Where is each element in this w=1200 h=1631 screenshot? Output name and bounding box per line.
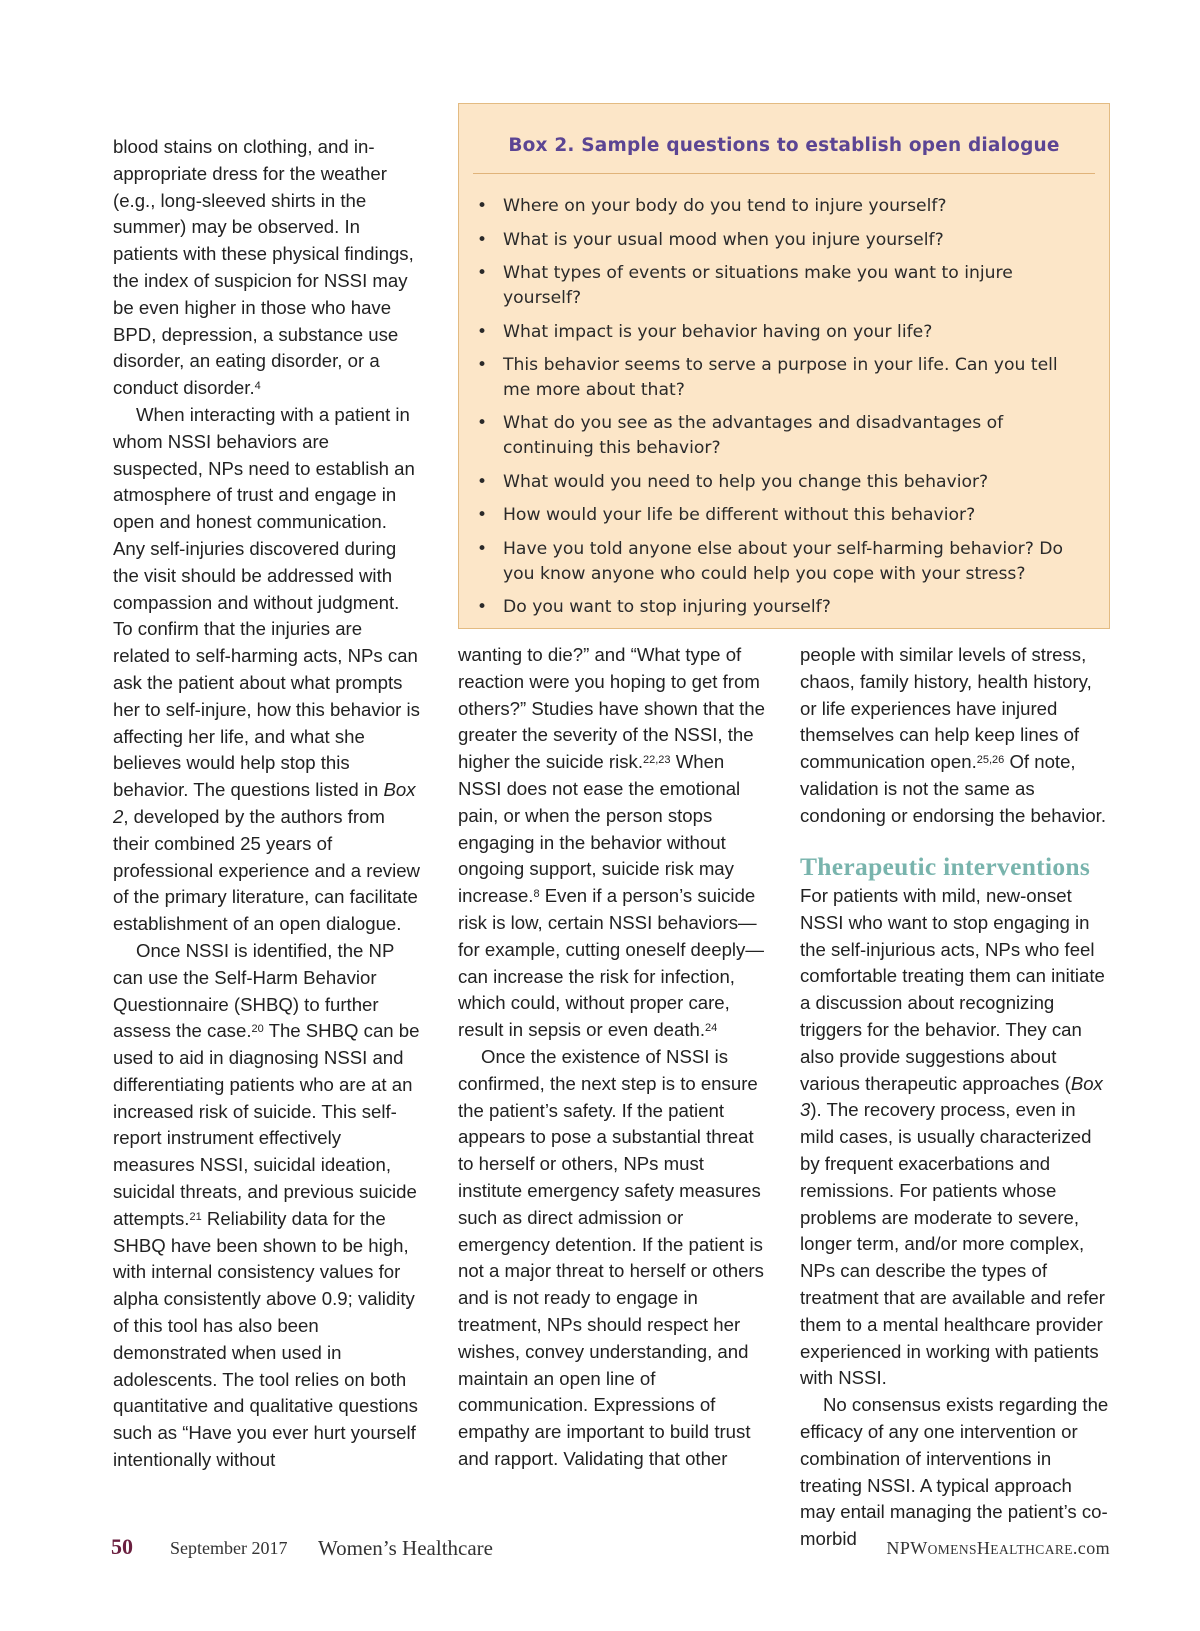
website-url: NPWOMENSHEALTHCARE.com [886, 1538, 1110, 1558]
list-item: • Have you told anyone else about your self-harming behavior? Do you know anyone who could help you cope with your stress? [477, 539, 1064, 584]
bullet-icon: • [477, 229, 488, 250]
reference: 25,26 [976, 754, 1005, 767]
bullet-icon: • [477, 539, 488, 559]
bullet-icon: • [477, 413, 488, 434]
body-column-3-continued [800, 883, 1110, 1553]
body-column-2 [458, 642, 768, 1473]
paragraph: blood stains on clothing, and in-appropriate dress for the weather (e.g., long-sleeved shirts in the summer) may be observed. In patients with these physical findings, the index of suspicion for NSSI may be even higher in those who have BPD, depression, a substance use disorder, an eating disorder, or a conduct disorder.$^4$ [113, 136, 414, 399]
bullet-icon: • [477, 471, 488, 492]
publication-name: Women’s Healthcare [318, 1536, 493, 1560]
reference: 4 [254, 380, 261, 393]
reference: 8 [533, 888, 540, 901]
list-item: • What is your usual mood when you injure yourself? [473, 228, 1083, 253]
list-item: • How would your life be different without this behavior? [473, 503, 1083, 528]
bullet-icon: • [477, 196, 488, 216]
reference: 22,23 [643, 754, 671, 767]
list-item: • What would you need to help you change this behavior? [473, 470, 1083, 495]
list-item: • What do you see as the advantages and disadvantages of continuing this behavior? [477, 413, 1004, 458]
list-item: • Where on your body do you tend to injure yourself? [473, 194, 1083, 219]
paragraph: Once the existence of NSSI is confirmed, the next step is to ensure the patient’s safety. If the patient appears to pose a substantial threat to herself or others, NPs must institute emergency safety measures such as direct admission or emergency detention. If the patient is not a major threat to herself or others and is not ready to engage in treatment, NPs should respect her wishes, convey understanding, and maintain an open line of communication. Expressions of empathy are important to build trust and rapport. Validating that other [458, 1045, 764, 1469]
paragraph: For patients with mild, new-onset NSSI who want to stop engaging in the self-injurious acts, NPs who feel comfortable treating them can initiate a discussion about recognizing triggers for the behavior. They can also provide suggestions about various therapeutic approaches (Box 3). The recovery process, even in mild cases, is usually characterized by frequent exacerbations and remissions. For patients whose problems are moderate to severe, longer term, and/or more complex, NPs can describe the types of treatment that are available and refer them to a mental healthcare provider experienced in working with patients with NSSI. [800, 885, 1105, 1389]
list-item: • What impact is your behavior having on your life? [473, 320, 1083, 345]
bullet-icon: • [477, 505, 488, 526]
body-column-3 [800, 642, 1110, 830]
list-item: • What types of events or situations make you want to injure yourself? [477, 263, 1013, 308]
page-footer [0, 1534, 1200, 1564]
paragraph: When interacting with a patient in whom NSSI behaviors are suspected, NPs need to establish an atmosphere of trust and engage in open and honest communication. Any self-injuries discovered during the visit should be addressed with compassion and without judgment. To confirm that the injuries are related to self-harming acts, NPs can ask the patient about what prompts her to self-injure, how this behavior is affecting her life, and what she believes would help stop this behavior. The questions listed in Box 2, developed by the authors from their combined 25 years of professional experience and a review of the primary literature, can facilitate establishment of an open dialogue. [113, 403, 420, 935]
reference: 20 [251, 1023, 264, 1036]
reference: 21 [189, 1210, 202, 1223]
box-reference: Box 2 [113, 779, 416, 827]
bullet-icon: • [477, 355, 488, 376]
bullet-icon: • [477, 321, 488, 342]
paragraph: Once NSSI is identified, the NP can use the Self-Harm Behavior Questionnaire (SHBQ) to further assess the case.$^{20}$ The SHBQ can be used to aid in diagnosing NSSI and differentiating patients who are at an increased risk of suicide. This self-report instrument effectively measures NSSI, suicidal ideation, suicidal threats, and previous suicide attempts.$^{21}$ Reliability data for the SHBQ have been shown to be high, with internal consistency values for alpha consistently above 0.9; validity of this tool has also been demonstrated when used in adolescents. The tool relies on both quantitative and qualitative questions such as “Have you ever hurt yourself intentionally without [113, 939, 420, 1471]
box-reference: Box 3 [800, 1072, 1103, 1121]
paragraph: wanting to die?” and “What type of reaction were you hoping to get from others?” Studies have shown that the greater the severity of the NSSI, the higher the suicide risk.$^{22,23}$ When NSSI does not ease the emotional pain, or when the person stops engaging in the behavior without ongoing support, suicide risk may increase.$^8$ Even if a person’s suicide risk is low, certain NSSI behaviors—for example, cutting oneself deeply—can increase the risk for infection, which could, without proper care, result in sepsis or even death.$^{24}$ [458, 644, 765, 1041]
question-list [473, 194, 1083, 629]
box-title: Box 2. Sample questions to establish open dialogue [508, 135, 1060, 156]
paragraph: people with similar levels of stress, chaos, family history, health history, or life experiences have injured themselves can help keep lines of communication open.$^{25,26}$ Of note, validation is not the same as condoning or endorsing the behavior. [800, 644, 1106, 826]
sidebar-box [458, 103, 1110, 629]
list-item: • This behavior seems to serve a purpose in your life. Can you tell me more about that? [477, 355, 1058, 400]
box-divider [473, 173, 1095, 174]
issue-date: September 2017 [170, 1538, 288, 1558]
reference: 24 [705, 1022, 718, 1035]
body-column-1 [113, 134, 423, 1474]
page-number: 50 [111, 1534, 133, 1559]
list-item: • Do you want to stop injuring yourself? [473, 595, 1083, 620]
bullet-icon: • [477, 597, 488, 618]
bullet-icon: • [477, 263, 488, 284]
section-heading: Therapeutic interventions [800, 852, 1091, 881]
paragraph: No consensus exists regarding the efficacy of any one intervention or combination of interventions in treating NSSI. A typical approach may entail managing the patient’s co-morbid [800, 1394, 1109, 1550]
